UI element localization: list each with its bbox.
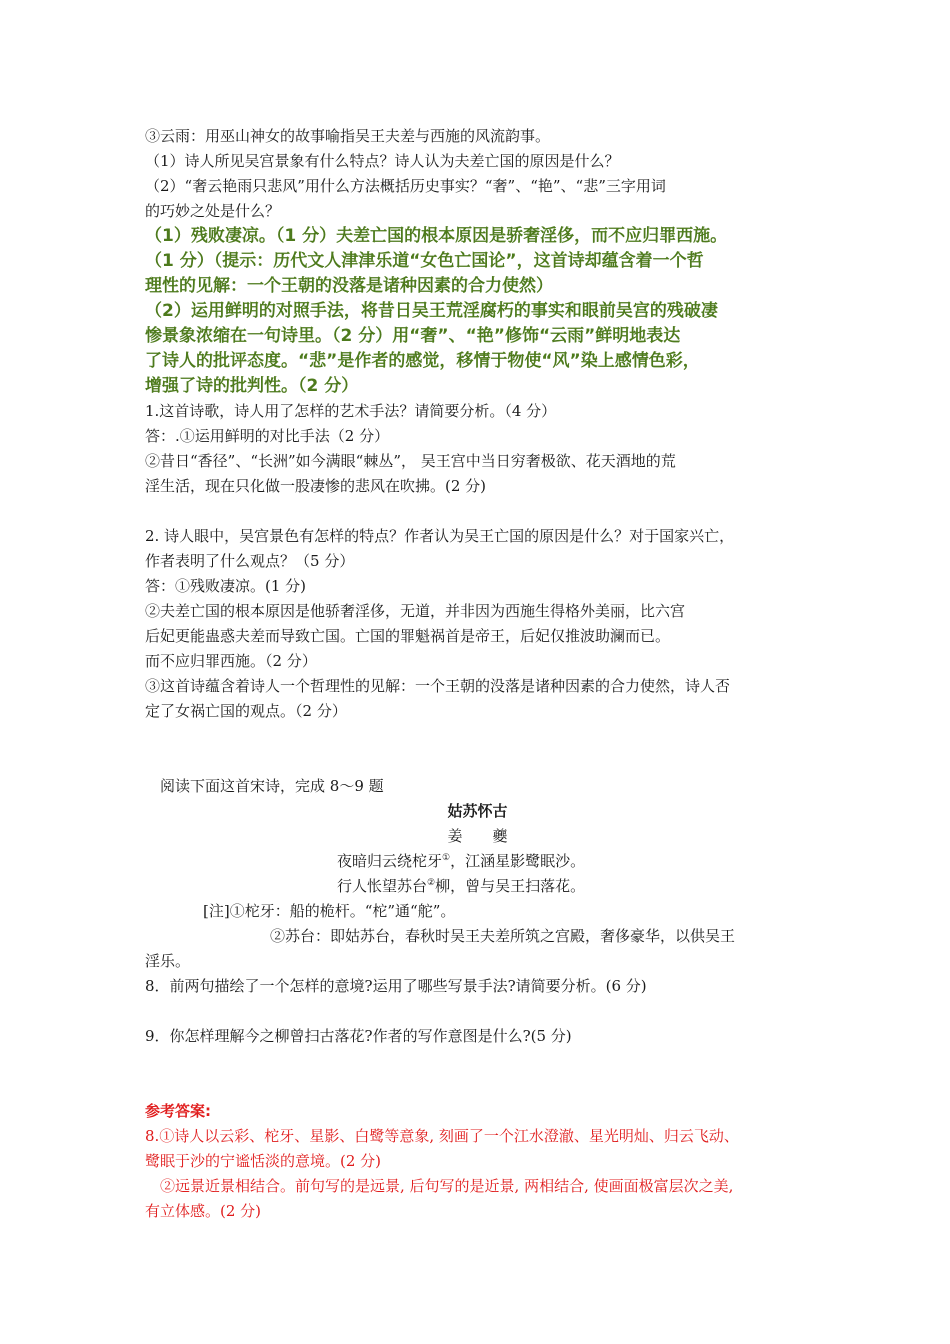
reference-answer-line: 8.①诗人以云彩、柁牙、星影、白鹭等意象, 刻画了一个江水澄澈、星光明灿、归云飞动、: [145, 1127, 739, 1145]
poem-note-1: [注]①柁牙：船的桅杆。“柁”通“舵”。: [203, 902, 456, 920]
green-answer-line: 增强了诗的批判性。（2 分）: [145, 376, 359, 396]
qa-2-line: 后妃更能蛊惑夫差而导致亡国。亡国的罪魁祸首是帝王，后妃仅推波助澜而已。: [145, 627, 671, 645]
green-answer-line: 理性的见解：一个王朝的没落是诸种因素的合力使然）: [145, 276, 553, 296]
poem-line-2-text: 行人怅望苏台: [337, 877, 428, 895]
spacer: [145, 999, 810, 1024]
poem-line-1: [145, 849, 810, 874]
question-8: 8．前两句描绘了一个怎样的意境?运用了哪些写景手法?请简要分析。(6 分): [145, 977, 647, 995]
question-1: （1）诗人所见吴宫景象有什么特点？诗人认为夫差亡国的原因是什么？: [145, 152, 620, 170]
poem-line-1-text: ，江涵星影鹭眠沙。: [450, 852, 586, 870]
spacer: [145, 499, 810, 524]
qa-1-line: ②昔日“香径”、“长洲”如今满眼“棘丛”， 吴王宫中当日穷奢极欲、花天酒地的荒: [145, 452, 676, 470]
reference-answer-title: 参考答案:: [145, 1102, 211, 1120]
reference-answer-line: ②远景近景相结合。前句写的是远景, 后句写的是近景, 两相结合, 使画面极富层次之美,: [145, 1177, 734, 1195]
green-answer-line: （2）运用鲜明的对照手法，将昔日吴王荒淫腐朽的事实和眼前吴宫的残破凄: [145, 301, 718, 321]
footnote-marker: ①: [442, 853, 451, 863]
qa-2-line: ③这首诗蕴含着诗人一个哲理性的见解：一个王朝的没落是诸种因素的合力使然，诗人否: [145, 677, 731, 695]
question-2-line-2: 的巧妙之处是什么？: [145, 202, 281, 220]
qa-2-block: [145, 524, 810, 724]
qa-2-line: 答：①残败凄凉。(1 分): [145, 577, 307, 595]
green-answer-line: 了诗人的批评态度。“悲”是作者的感觉，移情于物使“风”染上感情色彩，: [145, 351, 700, 371]
reference-answer-line: 有立体感。(2 分): [145, 1202, 262, 1220]
poem-line-1-text: 夜暗归云绕柁牙: [337, 852, 443, 870]
spacer: [145, 1049, 810, 1099]
qa-1-line: 答：.①运用鲜明的对比手法（2 分）: [145, 427, 390, 445]
qa-2-line: 2. 诗人眼中，吴宫景色有怎样的特点？作者认为吴王亡国的原因是什么？对于国家兴亡，: [145, 527, 735, 545]
reference-answer-line: 鹭眠于沙的宁谧恬淡的意境。(2 分): [145, 1152, 382, 1170]
poem-line-2: [145, 874, 810, 899]
green-answer-line: 惨景象浓缩在一句诗里。（2 分）用“奢”、“艳”修饰“云雨”鲜明地表达: [145, 326, 681, 346]
qa-2-line: 作者表明了什么观点？（5 分）: [145, 552, 355, 570]
poem-note-2: ②苏台：即姑苏台，春秋时吴王夫差所筑之宫殿，奢侈豪华，以供吴王: [270, 927, 736, 945]
qa-1-block: [145, 399, 810, 499]
document-page: [145, 124, 810, 1224]
question-2-line-1: （2）“奢云艳雨只悲风”用什么方法概括历史事实？“奢”、“艳”、“悲”三字用词: [145, 177, 666, 195]
poem-author: 姜 夔: [447, 827, 508, 845]
poem-title: 姑苏怀古: [447, 802, 508, 820]
qa-1-line: 淫生活，现在只化做一股凄惨的悲风在吹拂。(2 分): [145, 477, 487, 495]
spacer: [145, 724, 810, 774]
green-answer-line: （1 分）（提示：历代文人津津乐道“女色亡国论”，这首诗却蕴含着一个哲: [145, 251, 704, 271]
footnote-marker: ②: [427, 878, 436, 888]
note-3: ③云雨：用巫山神女的故事喻指吴王夫差与西施的风流韵事。: [145, 127, 551, 145]
reading-intro: 阅读下面这首宋诗，完成 8～9 题: [160, 777, 384, 795]
green-answer-block: [145, 224, 810, 399]
question-9: 9．你怎样理解今之柳曾扫古落花?作者的写作意图是什么?(5 分): [145, 1027, 572, 1045]
qa-2-line: 定了女祸亡国的观点。（2 分）: [145, 702, 347, 720]
qa-2-line: ②夫差亡国的根本原因是他骄奢淫侈，无道，并非因为西施生得格外美丽，比六宫: [145, 602, 686, 620]
poem-note-2-cont: 淫乐。: [145, 952, 191, 970]
qa-1-line: 1.这首诗歌，诗人用了怎样的艺术手法？请简要分析。（4 分）: [145, 402, 557, 420]
poem-line-2-text: 柳，曾与吴王扫落花。: [435, 877, 586, 895]
qa-2-line: 而不应归罪西施。（2 分）: [145, 652, 317, 670]
green-answer-line: （1）残败凄凉。（1 分）夫差亡国的根本原因是骄奢淫侈，而不应归罪西施。: [145, 226, 728, 246]
